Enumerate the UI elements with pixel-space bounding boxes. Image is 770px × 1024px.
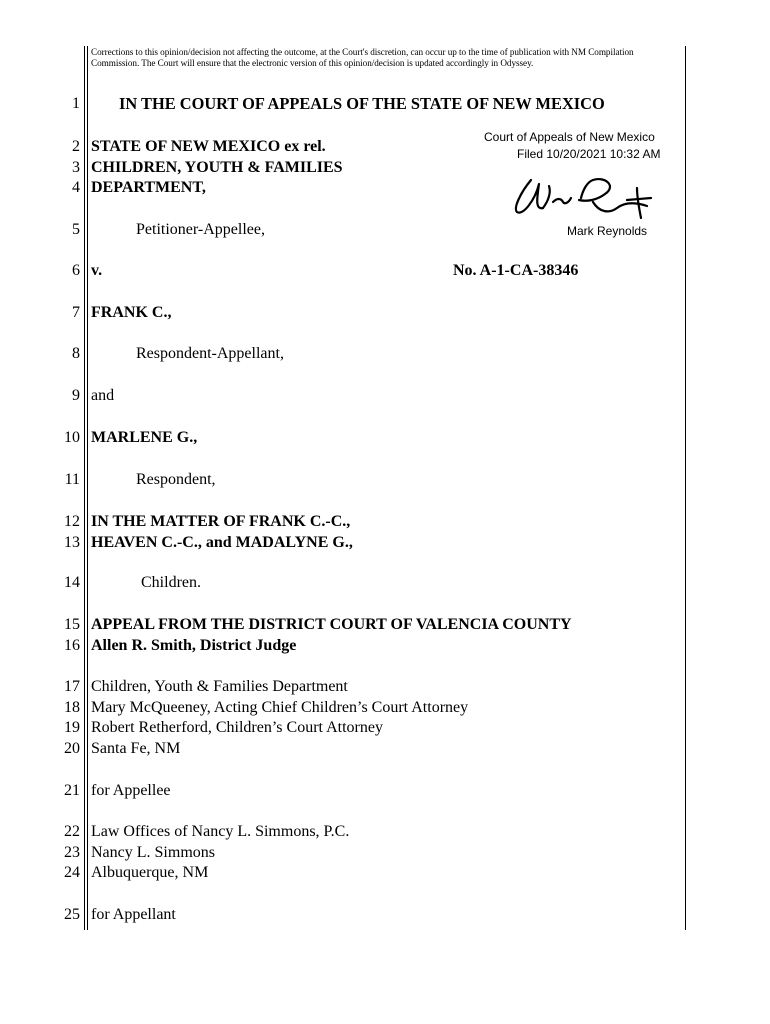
line-number: 20 [64, 740, 80, 757]
appellee-counsel-line: Santa Fe, NM [91, 740, 181, 757]
line-number: 2 [72, 138, 80, 155]
line-number: 3 [72, 159, 80, 176]
filing-stamp-signer: Mark Reynolds [567, 224, 648, 238]
conjunction-and: and [91, 387, 115, 404]
line-number: 9 [72, 387, 80, 404]
appellee-counsel-line: Children, Youth & Families Department [91, 678, 348, 695]
party-petitioner-name: CHILDREN, YOUTH & FAMILIES [91, 159, 343, 176]
district-judge: Allen R. Smith, District Judge [91, 637, 297, 654]
for-appellee-label: for Appellee [91, 782, 171, 799]
matter-of-children: IN THE MATTER OF FRANK C.-C., [91, 513, 351, 530]
appellee-counsel-line: Mary McQueeney, Acting Chief Children’s Court Attorney [91, 699, 469, 716]
line-number: 4 [72, 179, 80, 196]
line-number: 13 [64, 534, 80, 551]
line-number: 22 [64, 823, 80, 840]
line-number: 15 [64, 616, 80, 633]
signature-image [509, 172, 659, 230]
party-respondent-name: MARLENE G., [91, 429, 198, 446]
line-number: 17 [64, 678, 80, 695]
line-number: 21 [64, 782, 80, 799]
line-number: 7 [72, 304, 80, 321]
party-role: Respondent, [136, 471, 216, 488]
line-number: 5 [72, 221, 80, 238]
appellant-counsel-line: Law Offices of Nancy L. Simmons, P.C. [91, 823, 350, 840]
party-petitioner-name: STATE OF NEW MEXICO ex rel. [91, 138, 326, 155]
appellant-counsel-line: Albuquerque, NM [91, 864, 209, 881]
line-number: 18 [64, 699, 80, 716]
case-number: No. A-1-CA-38346 [453, 262, 579, 279]
line-number: 24 [64, 864, 80, 881]
corrections-notice: Corrections to this opinion/decision not affecting the outcome, at the Court's discretion, can occur up to the time of publication with NM Compilation Commission. The Court will ensure that the electronic version of this opinion/decision is updated accordingly in Odyssey. [91, 47, 634, 68]
party-role: Petitioner-Appellee, [136, 221, 265, 238]
filing-stamp-court: Court of Appeals of New Mexico [484, 130, 655, 144]
party-role: Children. [141, 574, 201, 591]
right-margin-rule [685, 46, 686, 930]
party-role: Respondent-Appellant, [136, 345, 284, 362]
party-petitioner-name: DEPARTMENT, [91, 179, 206, 196]
appellant-counsel-line: Nancy L. Simmons [91, 844, 215, 861]
filing-stamp-date: Filed 10/20/2021 10:32 AM [517, 147, 661, 161]
matter-of-children: HEAVEN C.-C., and MADALYNE G., [91, 534, 353, 551]
line-number: 23 [64, 844, 80, 861]
line-number: 6 [72, 262, 80, 279]
for-appellant-label: for Appellant [91, 906, 176, 923]
line-number: 1 [72, 95, 80, 112]
versus-label: v. [91, 262, 103, 279]
line-number: 10 [64, 429, 80, 446]
court-caption-heading: IN THE COURT OF APPEALS OF THE STATE OF NEW MEXICO [119, 94, 605, 113]
line-number: 19 [64, 719, 80, 736]
line-number: 8 [72, 345, 80, 362]
line-number: 25 [64, 906, 80, 923]
appeal-from-heading: APPEAL FROM THE DISTRICT COURT OF VALENCIA COUNTY [91, 616, 572, 633]
line-number: 11 [64, 471, 80, 488]
left-margin-rule-outer [84, 46, 85, 930]
appellee-counsel-line: Robert Retherford, Children’s Court Attorney [91, 719, 383, 736]
line-number: 16 [64, 637, 80, 654]
party-respondent-appellant-name: FRANK C., [91, 304, 172, 321]
left-margin-rule-inner [87, 46, 88, 930]
line-number: 12 [64, 513, 80, 530]
line-number: 14 [64, 574, 80, 591]
